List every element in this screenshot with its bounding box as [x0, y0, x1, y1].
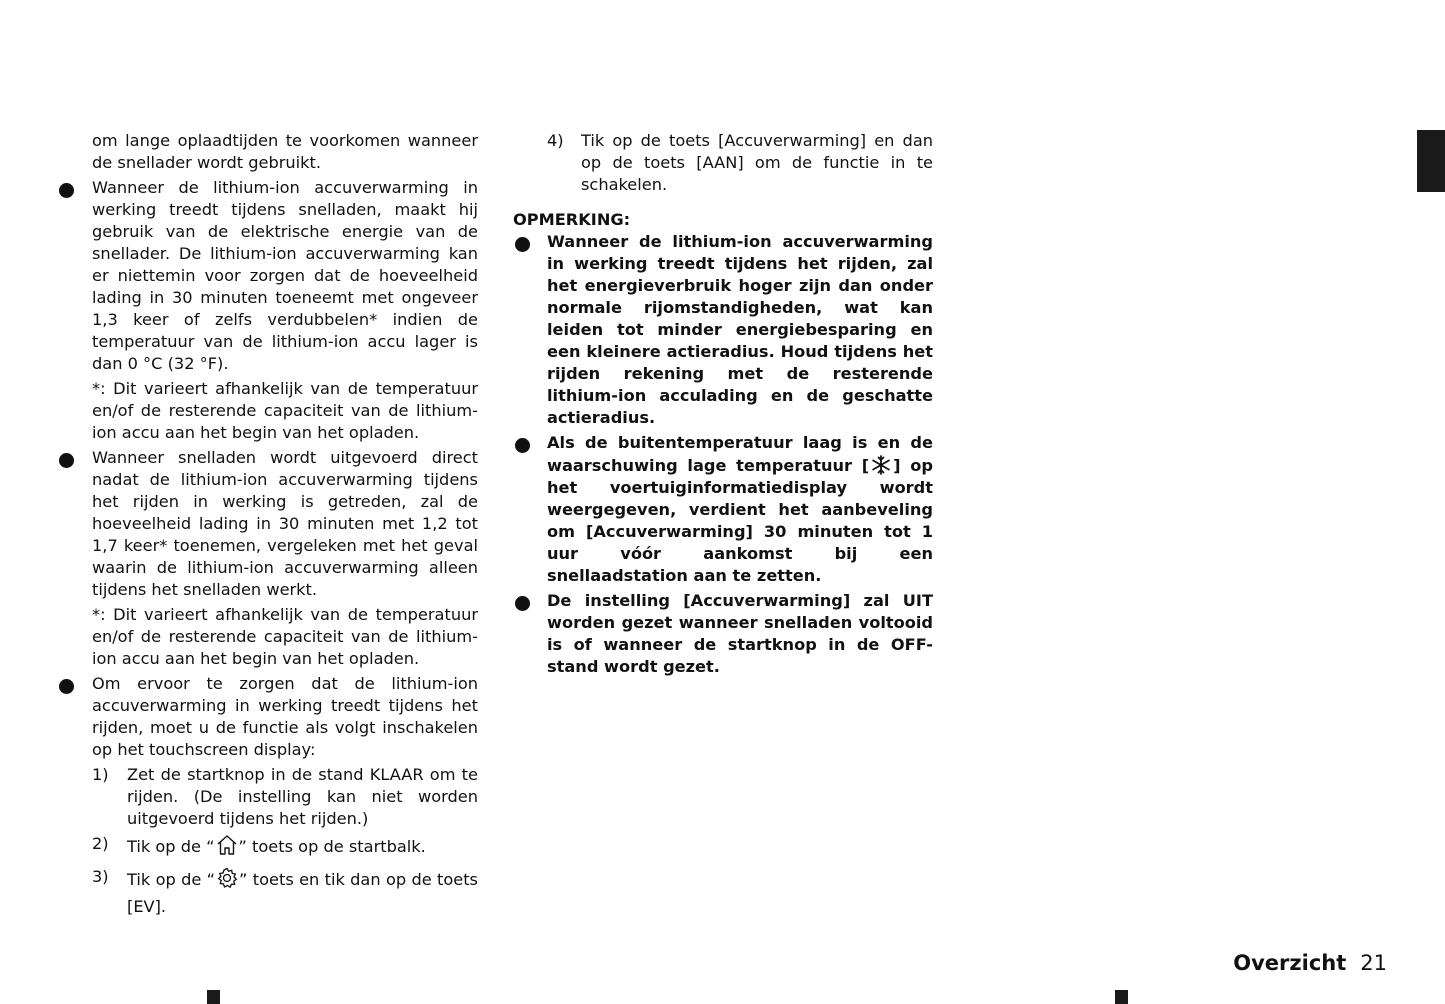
note-bullet-item — [513, 590, 933, 678]
section-title: Overzicht — [1233, 951, 1347, 975]
gear-icon — [215, 866, 239, 896]
note-bullet-text — [547, 432, 933, 587]
crop-mark — [1115, 990, 1128, 1004]
step-text-after: ” toets en tik dan op de toets [EV]. — [127, 870, 478, 916]
bullet-item — [92, 447, 478, 601]
section-tab-marker — [1417, 130, 1445, 192]
home-icon — [215, 833, 239, 863]
crop-mark — [207, 990, 220, 1004]
bullet-item — [92, 673, 478, 761]
step-text-after: ” toets op de startbalk. — [238, 837, 426, 856]
footnote: *: Dit varieert afhankelijk van de temperatuur en/of de resterende capaciteit van de lithium-ion accu aan het begin van het opladen. — [92, 605, 478, 668]
snowflake-icon — [869, 454, 893, 476]
step-number: 3) — [92, 867, 109, 886]
step-number: 1) — [92, 765, 109, 784]
left-column — [92, 130, 478, 918]
note-bullet-text: Wanneer de lithium-ion accuverwarming in werking treedt tijdens het rijden, zal het energieverbruik hoger zijn dan onder normale rijomstandigheden, wat kan leiden tot minder energiebesparing en een kleinere actieradius. Houd tijdens het rijden rekening met de resterende lithium-ion acculading en de geschatte actieradius. — [547, 232, 933, 427]
note-text-after: ] op het voertuiginformatiedisplay wordt weergegeven, verdient het aanbeveling om [Accuverwarming] 30 minuten tot 1 uur vóór aankomst bij een snellaadstation aan te zetten. — [547, 456, 933, 585]
step-text: Zet de startknop in de stand KLAAR om te rijden. (De instelling kan niet worden uitgevoerd tijdens het rijden.) — [127, 765, 478, 828]
note-bullet-item — [513, 231, 933, 429]
bullet-dot — [59, 183, 74, 198]
bullet-dot — [515, 237, 530, 252]
intro-paragraph: om lange oplaadtijden te voorkomen wanneer de snellader wordt gebruikt. — [92, 131, 478, 172]
step-text: Tik op de toets [Accuverwarming] en dan op de toets [AAN] om de functie in te schakelen. — [581, 131, 933, 194]
bullet-dot — [515, 596, 530, 611]
step-4 — [513, 130, 933, 196]
bullet-dot — [59, 453, 74, 468]
note-bullet-text: De instelling [Accuverwarming] zal UIT worden gezet wanneer snelladen voltooid is of wanneer de startknop in de OFF-stand wordt gezet. — [547, 591, 933, 676]
step-number: 4) — [547, 131, 564, 150]
step-text-before: Tik op de “ — [127, 837, 215, 856]
page-number: 21 — [1360, 951, 1387, 975]
note-list — [513, 231, 933, 678]
step-3 — [92, 866, 478, 918]
bullet-dot — [59, 679, 74, 694]
step-text-before: Tik op de “ — [127, 870, 216, 889]
bullet-text: Om ervoor te zorgen dat de lithium-ion accuverwarming in werking treedt tijdens het rijden, moet u de functie als volgt inschakelen op het touchscreen display: — [92, 674, 478, 759]
right-column — [513, 130, 933, 678]
bullet-dot — [515, 438, 530, 453]
bullet-text: Wanneer de lithium-ion accuverwarming in werking treedt tijdens snelladen, maakt hij gebruik van de elektrische energie van de snellader. De lithium-ion accuverwarming kan er niettemin voor zorgen dat de hoeveelheid lading in 30 minuten toeneemt met ongeveer 1,3 keer of zelfs verdubbelen* indien de temperatuur van de lithium-ion accu lager is dan 0 °C (32 °F). — [92, 178, 478, 373]
step-1 — [92, 764, 478, 830]
note-text-before: Als de buitentemperatuur laag is en de waarschuwing lage temperatuur [ — [547, 433, 933, 475]
page-footer — [1233, 948, 1387, 978]
note-heading: OPMERKING: — [513, 210, 631, 229]
bullet-text: Wanneer snelladen wordt uitgevoerd direct nadat de lithium-ion accuverwarming tijdens het rijden in werking is getreden, zal de hoeveelheid lading in 30 minuten met 1,2 tot 1,7 keer* toenemen, vergeleken met het geval waarin de lithium-ion accuverwarming alleen tijdens het snelladen werkt. — [92, 448, 478, 599]
step-number: 2) — [92, 834, 109, 853]
footnote: *: Dit varieert afhankelijk van de temperatuur en/of de resterende capaciteit van de lithium-ion accu aan het begin van het opladen. — [92, 379, 478, 442]
bullet-item — [92, 177, 478, 375]
step-2 — [92, 833, 478, 863]
note-bullet-item — [513, 432, 933, 587]
